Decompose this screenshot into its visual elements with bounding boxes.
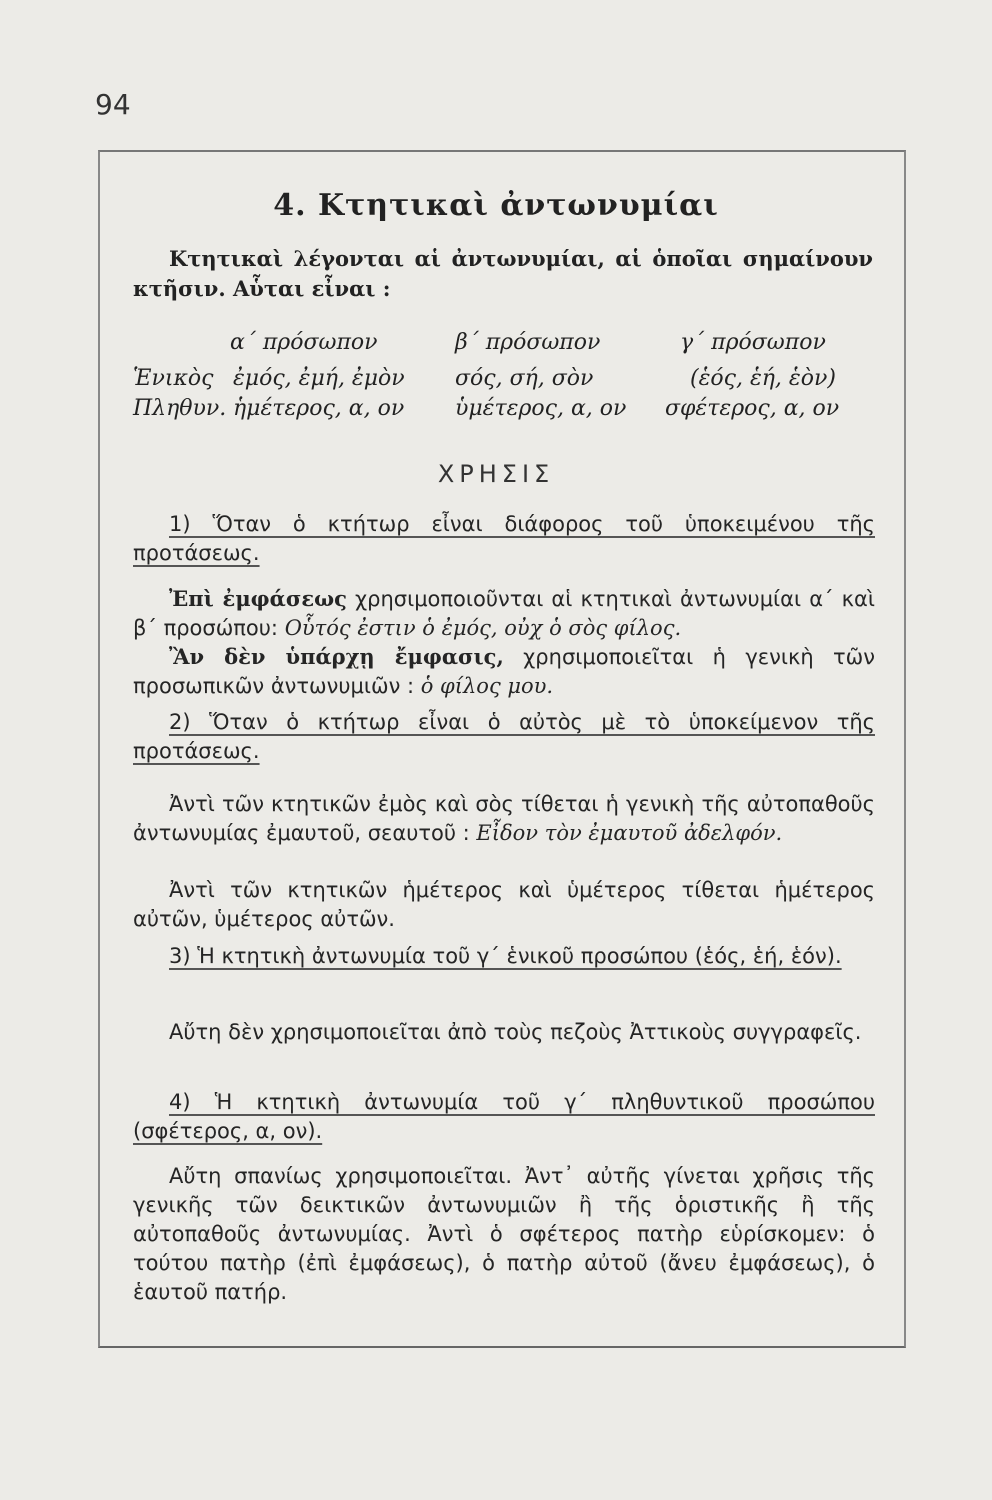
rule-2-text-1: Ἀντὶ τῶν κτητικῶν ἐμὸς καὶ σὸς τίθεται ἡ γενικὴ τῆς αὐτοπαθοῦς ἀντωνυμίας ἐμαυτοῦ, σεαυτοῦ : (133, 792, 875, 845)
rule-4-paragraph-1: Αὔτη σπανίως χρησιμοποιεῖται. Ἀντ᾿ αὐτῆς γίνεται χρῆσις τῆς γενικῆς τῶν δεικτικῶν ἀντωνυμιῶν ἢ τῆς ὁριστικῆς ἢ τῆς αὐτοπαθοῦς ἀντωνυμίας. Ἀντὶ ὁ σφέτερος πατὴρ εὑρίσκομεν: ὁ τούτου πατὴρ (ἐπὶ ἐμφάσεως), ὁ πατὴρ αὐτοῦ (ἄνευ ἐμφάσεως), ὁ ἑαυτοῦ πατήρ. (133, 1164, 875, 1304)
rule-4-title-text: 4) Ἡ κτητικὴ ἀντωνυμία τοῦ γ΄ πληθυντικοῦ προσώπου (σφέτερος, α, ον). (133, 1090, 875, 1143)
header-third-person: γ΄ πρόσωπον (680, 330, 826, 355)
row-label-plural: Πληθυν. (133, 396, 227, 421)
page-number: 94 (95, 88, 131, 121)
rule-2-paragraph-2: Ἀντὶ τῶν κτητικῶν ἡμέτερος καὶ ὑμέτερος τίθεται ἡμέτερος αὐτῶν, ὑμέτερος αὐτῶν. (133, 878, 875, 931)
rule-4-title (133, 1088, 875, 1146)
cell-plural-third: σφέτερος, α, ον (665, 396, 840, 421)
rule-1-example-1: Οὗτός ἐστιν ὁ ἐμός, οὐχ ὁ σὸς φίλος. (284, 616, 682, 640)
cell-singular-first: ἐμός, ἐμή, ἐμὸν (233, 366, 405, 391)
intro-paragraph: Κτητικαὶ λέγονται αἱ ἀντωνυμίαι, αἱ ὁποῖαι σημαίνουν κτῆσιν. Αὗται εἶναι : (133, 246, 873, 301)
rule-1-title-text: 1) Ὅταν ὁ κτήτωρ εἶναι διάφορος τοῦ ὑποκειμένου τῆς προτάσεως. (133, 512, 875, 565)
section-heading: 4. Κτητικαὶ ἀντωνυμίαι (273, 188, 719, 223)
rule-2-title (133, 708, 875, 766)
header-first-person: α΄ πρόσωπον (230, 330, 378, 355)
cell-plural-second: ὑμέτερος, α, ον (455, 396, 627, 421)
header-second-person: β΄ πρόσωπον (455, 330, 601, 355)
rule-3-title-text: 3) Ἡ κτητικὴ ἀντωνυμία τοῦ γ΄ ἑνικοῦ προσώπου (ἑός, ἑή, ἑόν). (169, 944, 842, 968)
rule-2-title-text: 2) Ὅταν ὁ κτήτωρ εἶναι ὁ αὐτὸς μὲ τὸ ὑποκείμενον τῆς προτάσεως. (133, 710, 875, 763)
rule-1-example-2: ὁ φίλος μου. (420, 674, 554, 698)
usage-title: ΧΡΗΣΙΣ (437, 460, 555, 488)
no-emphasis-label: Ἂν δὲν ὑπάρχῃ ἔμφασις, (169, 644, 504, 669)
cell-singular-third: (ἑός, ἑή, ἑὸν) (690, 366, 836, 391)
rule-2-paragraph-1 (133, 790, 875, 848)
rule-2-example-1: Εἶδον τὸν ἐμαυτοῦ ἀδελφόν. (476, 821, 783, 845)
rule-1-text-1: χρησιμοποιοῦνται αἱ κτητικαὶ ἀντωνυμίαι α΄ καὶ β΄ προσώπου: (133, 587, 875, 640)
rule-1-paragraph-2 (133, 642, 875, 701)
cell-plural-first: ἡμέτερος, α, ον (233, 396, 405, 421)
rule-1-title (133, 510, 875, 568)
rule-1-paragraph-1 (133, 584, 875, 643)
emphasis-label: Ἐπὶ ἐμφάσεως (169, 586, 347, 611)
rule-3-paragraph-1: Αὔτη δὲν χρησιμοποιεῖται ἀπὸ τοὺς πεζοὺς Ἀττικοὺς συγγραφεῖς. (169, 1020, 862, 1044)
row-label-singular: Ἑνικὸς (133, 366, 214, 391)
rule-1-text-2: χρησιμοποιεῖται ἡ γενικὴ τῶν προσωπικῶν ἀντωνυμιῶν : (133, 645, 875, 698)
cell-singular-second: σός, σή, σὸν (455, 366, 594, 391)
rule-3-title (133, 942, 875, 971)
